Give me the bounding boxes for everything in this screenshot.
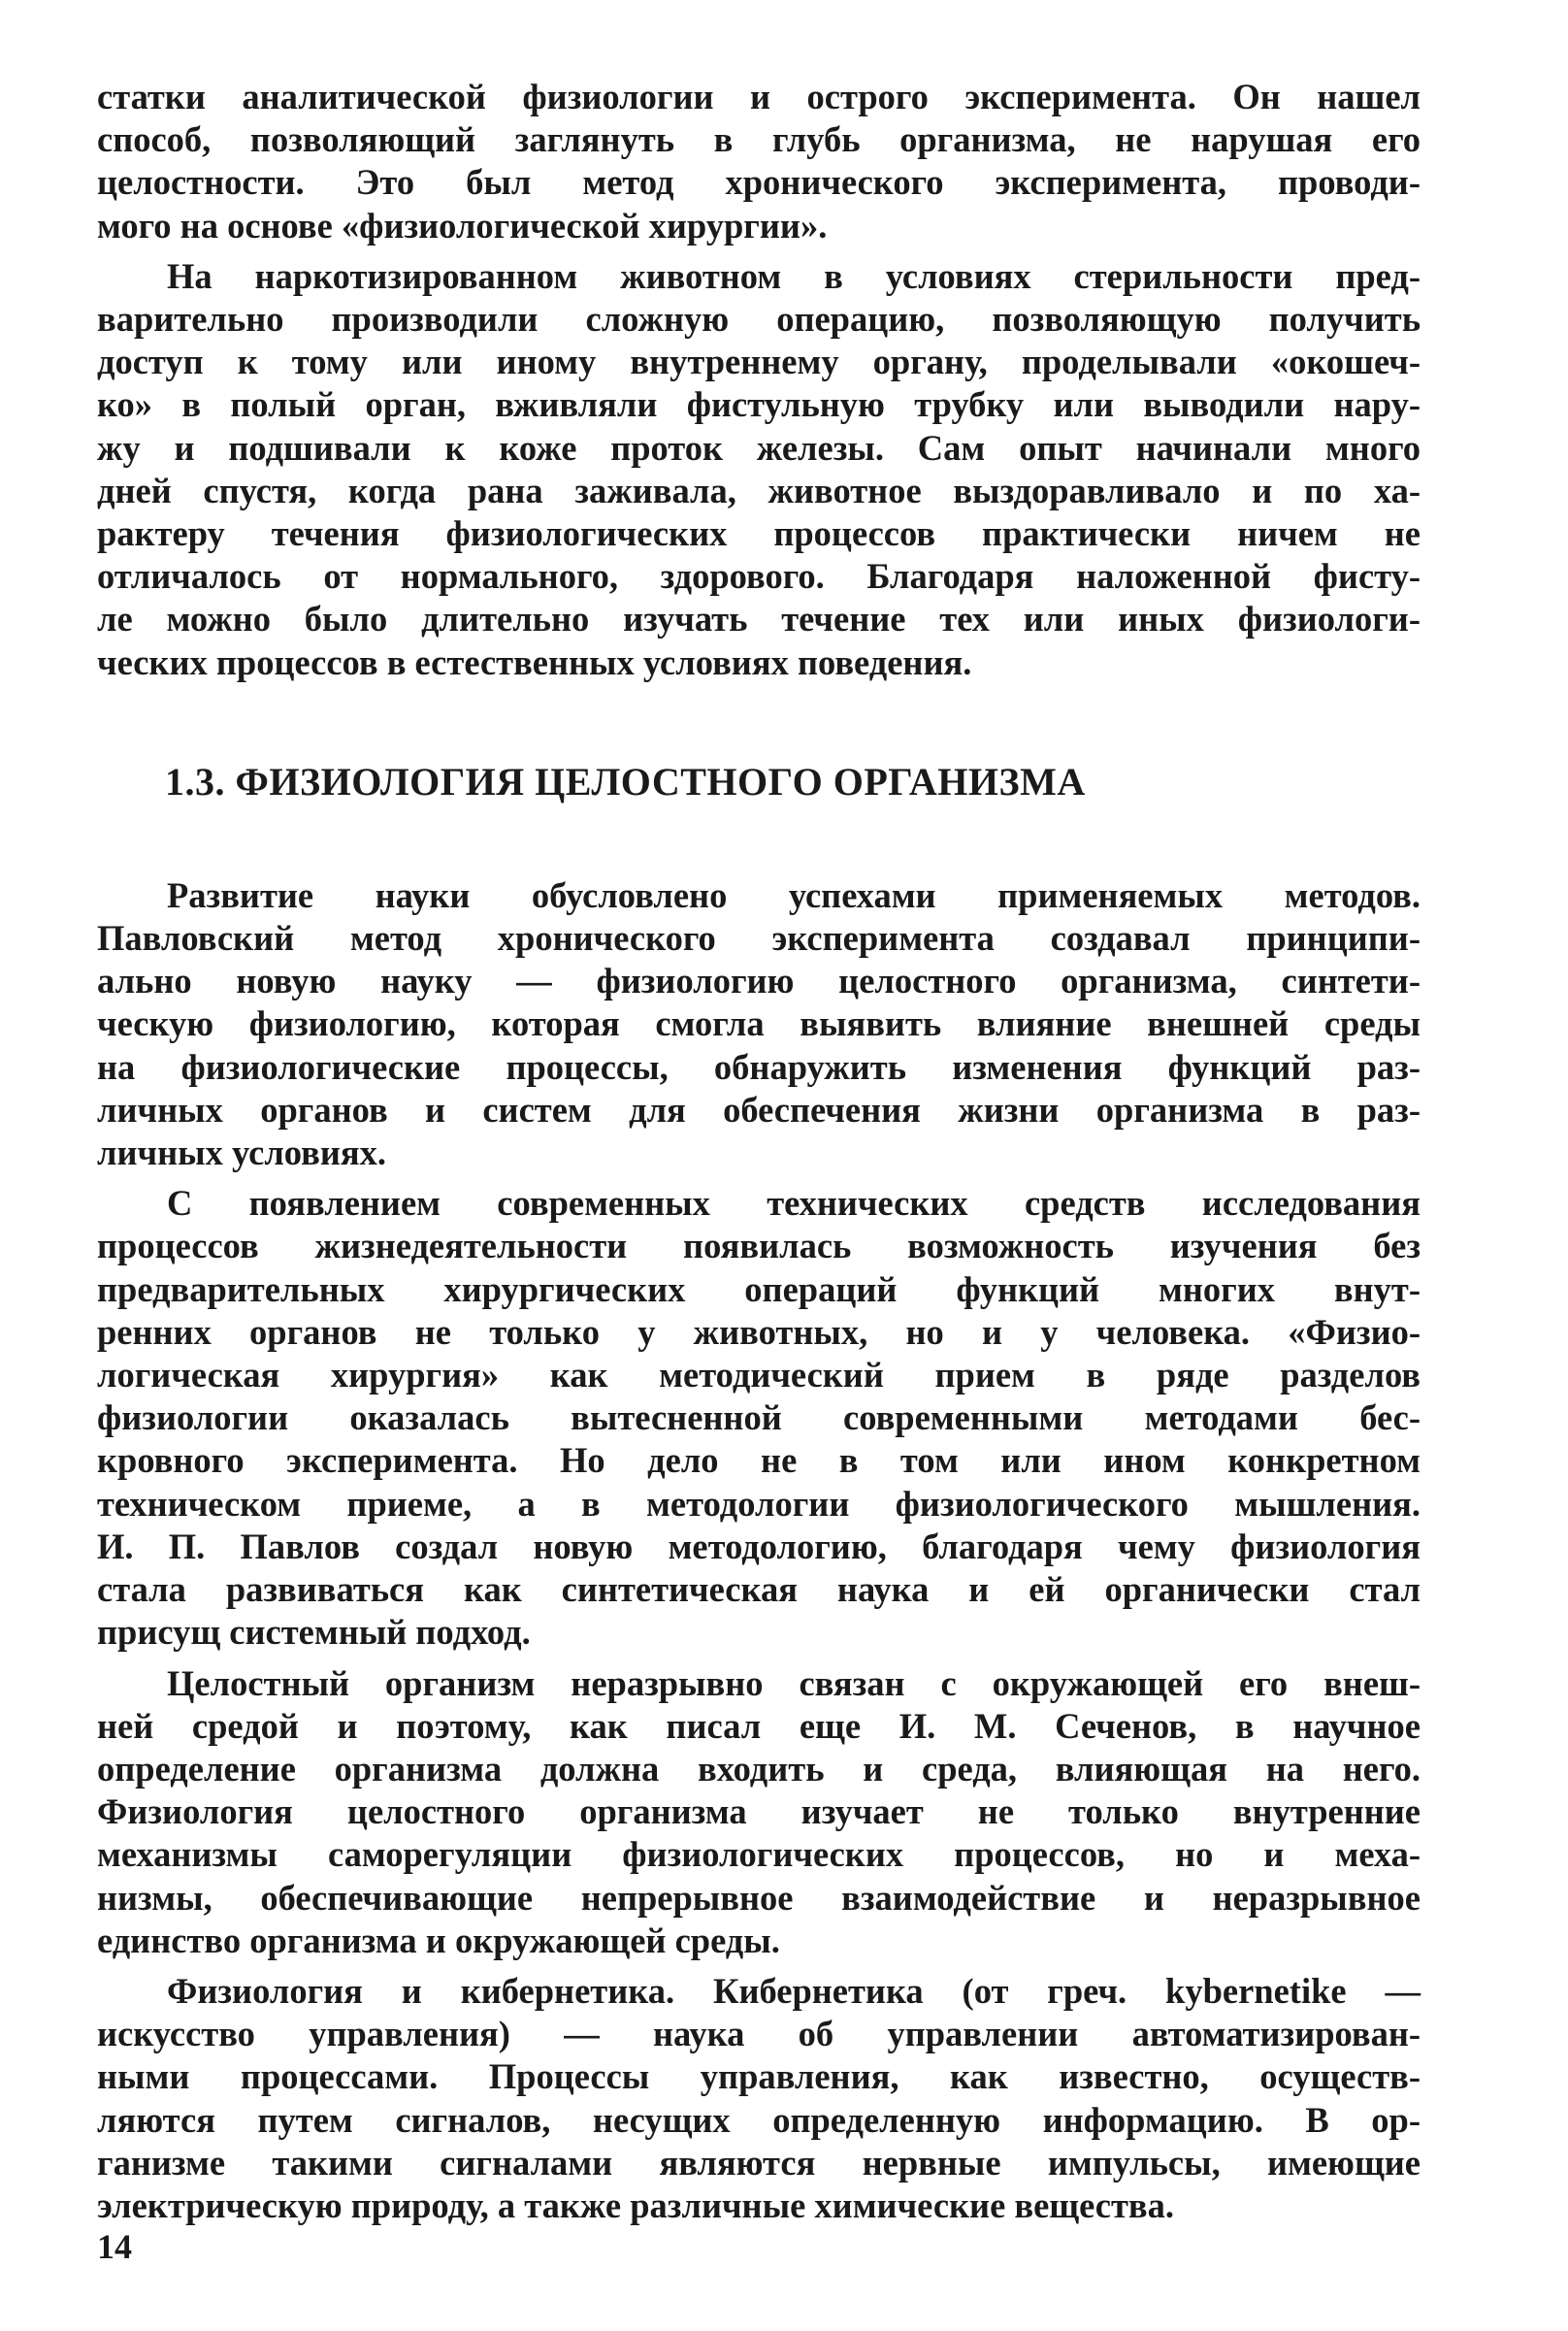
text-block-top	[97, 76, 1421, 684]
paragraph	[97, 76, 1421, 247]
text-line: процессов жизнедеятельности появилась возможность изучения без	[97, 1226, 1421, 1266]
section-heading: 1.3. ФИЗИОЛОГИЯ ЦЕЛОСТНОГО ОРГАНИЗМА	[165, 759, 1086, 804]
text-line: техническом приеме, а в методологии физиологического мышления.	[97, 1483, 1421, 1524]
text-line: предварительных хирургических операций функций многих внут-	[97, 1268, 1421, 1309]
text-line: На наркотизированном животном в условиях стерильности пред-	[167, 255, 1421, 296]
text-line: кровного эксперимента. Но дело не в том или ином конкретном	[97, 1440, 1421, 1481]
text-line: ческих процессов в естественных условиях поведения.	[97, 641, 972, 682]
text-line: ле можно было длительно изучать течение тех или иных физиологи-	[97, 599, 1421, 640]
text-line: статки аналитической физиологии и острого эксперимента. Он нашел	[97, 77, 1421, 116]
text-block-bottom	[97, 874, 1421, 2227]
text-line: ными процессами. Процессы управления, как известно, осуществ-	[97, 2056, 1421, 2097]
text-line: искусство управления) — наука об управлении автоматизирован-	[97, 2014, 1421, 2054]
text-line: целостности. Это был метод хронического эксперимента, проводи-	[97, 162, 1421, 203]
text-line: личных органов и систем для обеспечения жизни организма в раз-	[97, 1089, 1421, 1130]
text-line: стала развиваться как синтетическая наука и ей органически стал	[97, 1569, 1421, 1610]
text-line: рактеру течения физиологических процессов практически ничем не	[97, 513, 1421, 554]
text-line: логическая хирургия» как методический прием в ряде разделов	[97, 1355, 1421, 1395]
text-line: дней спустя, когда рана заживала, животное выздоравливало и по ха-	[97, 470, 1421, 510]
text-line: ренних органов не только у животных, но и у человека. «Физио-	[97, 1311, 1421, 1352]
text-line: Физиология и кибернетика. Кибернетика (от греч. kybernetike —	[167, 1970, 1421, 2011]
paragraph	[97, 1970, 1421, 2227]
page-body	[97, 76, 1421, 2227]
text-line: определение организма должна входить и среда, влияющая на него.	[97, 1748, 1421, 1789]
text-line: личных условиях.	[97, 1133, 387, 1173]
text-line: физиологии оказалась вытесненной современными методами бес-	[97, 1397, 1421, 1438]
text-line: жу и подшивали к коже проток железы. Сам опыт начинали много	[97, 427, 1421, 468]
text-line: присущ системный подход.	[97, 1612, 531, 1653]
text-line: на физиологические процессы, обнаружить изменения функций раз-	[97, 1046, 1421, 1087]
text-line: ально новую науку — физиологию целостного организма, синтети-	[97, 961, 1421, 1001]
text-line: ганизме такими сигналами являются нервные импульсы, имеющие	[97, 2142, 1421, 2183]
text-line: Павловский метод хронического эксперимента создавал принципи-	[97, 918, 1421, 959]
text-line: механизмы саморегуляции физиологических процессов, но и меха-	[97, 1834, 1421, 1875]
text-line: С появлением современных технических средств исследования	[167, 1183, 1421, 1224]
text-line: ляются путем сигналов, несущих определенную информацию. В ор-	[97, 2099, 1421, 2140]
text-line: мого на основе «физиологической хирургии».	[97, 205, 828, 246]
text-line: единство организма и окружающей среды.	[97, 1920, 780, 1960]
text-line: Развитие науки обусловлено успехами применяемых методов.	[167, 874, 1421, 915]
text-line: И. П. Павлов создал новую методологию, благодаря чему физиология	[97, 1526, 1421, 1566]
text-line: низмы, обеспечивающие непрерывное взаимодействие и неразрывное	[97, 1877, 1421, 1918]
text-line: Физиология целостного организма изучает не только внутренние	[97, 1791, 1421, 1832]
text-line: ко» в полый орган, вживляли фистульную трубку или выводили нару-	[97, 384, 1421, 425]
text-line: доступ к тому или иному внутреннему органу, проделывали «окошеч-	[97, 342, 1421, 382]
text-line: ней средой и поэтому, как писал еще И. М. Сеченов, в научное	[97, 1705, 1421, 1746]
text-line: способ, позволяющий заглянуть в глубь организма, не нарушая его	[97, 119, 1421, 160]
paragraph	[97, 255, 1421, 684]
paragraph	[97, 1662, 1421, 1962]
text-line: варительно производили сложную операцию, позволяющую получить	[97, 299, 1421, 340]
text-line: Целостный организм неразрывно связан с окружающей его внеш-	[167, 1662, 1421, 1703]
text-line: отличалось от нормального, здорового. Благодаря наложенной фисту-	[97, 556, 1421, 597]
paragraph	[97, 874, 1421, 1174]
text-line: электрическую природу, а также различные химические вещества.	[97, 2184, 1174, 2225]
paragraph	[97, 1182, 1421, 1654]
text-line: ческую физиологию, которая смогла выявить влияние внешней среды	[97, 1003, 1421, 1044]
page-number: 14	[97, 2227, 132, 2266]
